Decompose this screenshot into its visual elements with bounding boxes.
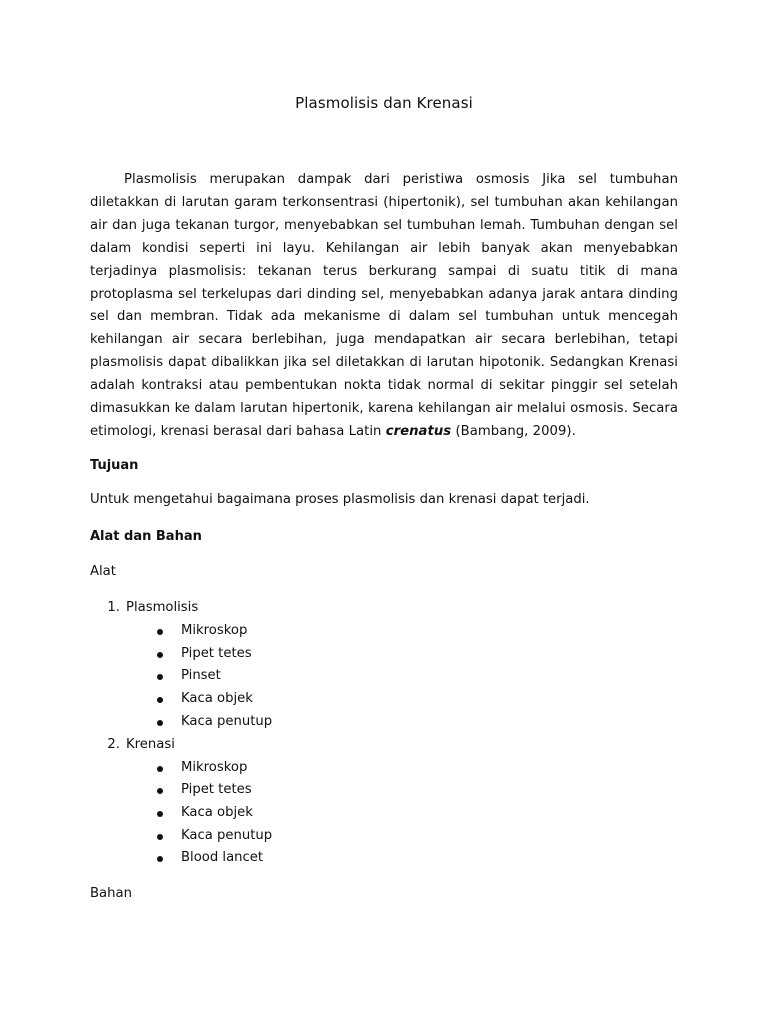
intro-text: Plasmolisis merupakan dampak dari peristiwa osmosis Jika sel tumbuhan diletakkan di larutan garam terkonsentrasi (hipertonik), sel tumbuhan akan kehilangan air dan juga tekanan turgor, menyebabkan sel tumbuhan lemah. Tumbuhan dengan sel dalam kondisi seperti ini layu. Kehilangan air lebih banyak akan menyebabkan terjadinya plasmolisis: tekanan terus berkurang sampai di suatu titik di mana protoplasma sel terkelupas dari dinding sel, menyebabkan adanya jarak antara dinding sel dan membran. Tidak ada mekanisme di dalam sel tumbuhan untuk mencegah kehilangan air secara berlebihan, juga mendapatkan air secara berlebihan, tetapi plasmolisis dapat dibalikkan jika sel diletakkan di larutan hipotonik. Sedangkan Krenasi adalah kontraksi atau pembentukan nokta tidak normal di sekitar pinggir sel setelah dimasukkan ke dalam larutan hipertonik, karena kehilangan air melalui osmosis. Secara etimologi, krenasi berasal dari bahasa Latin [90,172,678,439]
list-number: 2. [107,737,120,752]
bullet-icon [157,697,163,703]
bullet-icon [157,629,163,635]
intro-paragraph [90,169,678,444]
bullet-icon [157,788,163,794]
bullet-icon [157,834,163,840]
bahan-label: Bahan [90,886,132,901]
intro-citation: (Bambang, 2009). [455,423,576,439]
document-page: Plasmolisis dan Krenasi Plasmolisis merupakan dampak dari peristiwa osmosis Jika sel tumbuhan diletakkan di larutan garam terkonsentrasi (hipertonik), sel tumbuhan akan kehilangan air dan juga tekanan turgor, menyebabkan sel tumbuhan lemah. Tumbuhan dengan sel dalam kondisi seperti ini layu. Kehilangan air lebih banyak akan menyebabkan terjadinya plasmolisis: tekanan terus berkurang sampai di suatu titik di mana protoplasma sel terkelupas dari dinding sel, menyebabkan adanya jarak antara dinding sel dan membran. Tidak ada mekanisme di dalam sel tumbuhan untuk mencegah kehilangan air secara berlebihan, juga mendapatkan air secara berlebihan, tetapi plasmolisis dapat dibalikkan jika sel diletakkan di larutan hipotonik. Sedangkan Krenasi adalah kontraksi atau pembentukan nokta tidak normal di sekitar pinggir sel setelah dimasukkan ke dalam larutan hipertonik, karena kehilangan air melalui osmosis. Secara etimologi, krenasi berasal dari bahasa Latin crenatus (Bambang, 2009). Tujuan Untuk mengetahui bagaimana proses plasmolisis dan krenasi dapat terjadi. Alat dan Bahan Alat 1. Plasmolisis Mikroskop Pipet tetes Pinset Kaca objek Kaca penutup 2. Krenasi Mikroskop Pipet tetes Kaca objek Kaca penutup Blood lancet Bahan [0,0,768,1024]
list-title: Krenasi [126,737,175,752]
tujuan-text: Untuk mengetahui bagaimana proses plasmolisis dan krenasi dapat terjadi. [90,492,590,507]
intro-latin-term: crenatus [385,423,452,439]
list-number: 1. [107,600,120,615]
bullet-icon [157,856,163,862]
bullet-icon [157,652,163,658]
bullet-icon [157,674,163,680]
alat-label: Alat [90,564,116,579]
list-title: Plasmolisis [126,600,199,615]
bullet-icon [157,766,163,772]
bullet-icon [157,720,163,726]
bullet-icon [157,811,163,817]
tujuan-heading: Tujuan [90,458,139,473]
document-title: Plasmolisis dan Krenasi [295,94,473,112]
alat-bahan-heading: Alat dan Bahan [90,529,202,544]
